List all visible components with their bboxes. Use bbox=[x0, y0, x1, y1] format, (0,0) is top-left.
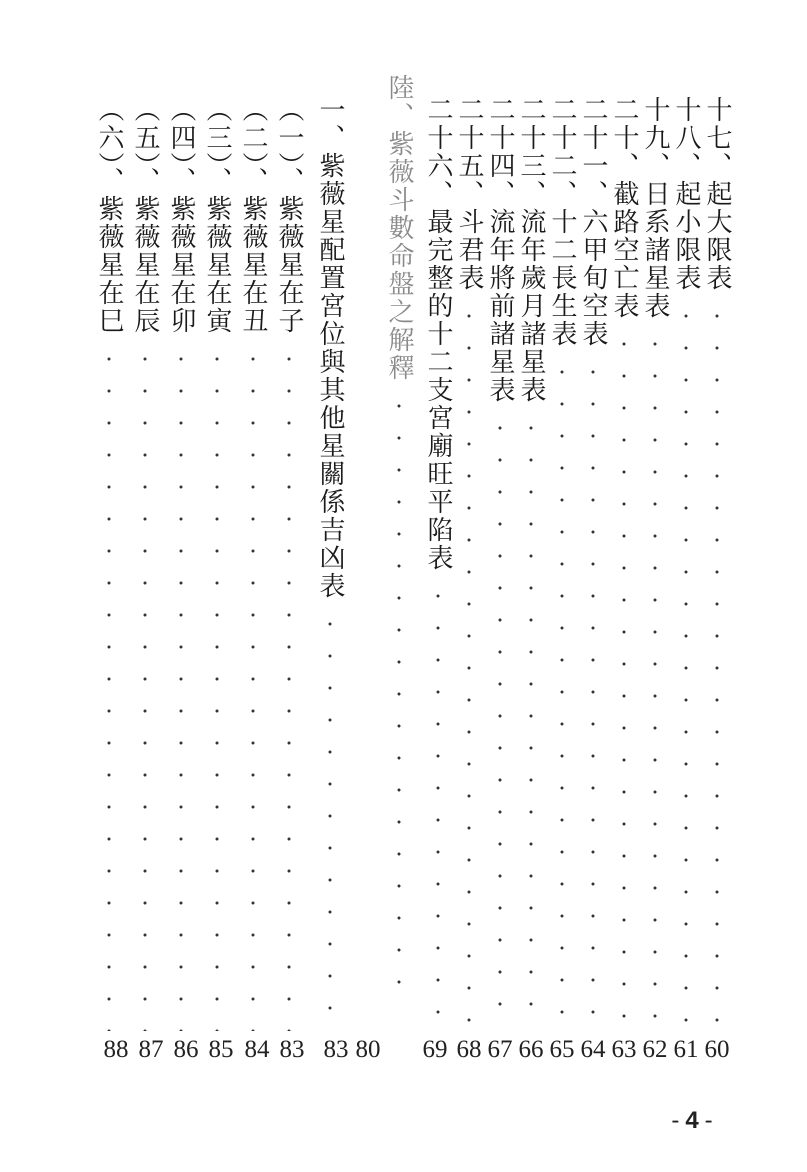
toc-column-chen bbox=[129, 96, 161, 1031]
page-number: 61 bbox=[673, 1036, 699, 1063]
toc-entry-title: （五）、紫薇星在辰 bbox=[130, 96, 160, 335]
toc-entry-title: （一）、紫薇星在子 bbox=[274, 96, 304, 335]
dot-leader bbox=[287, 343, 291, 1031]
page-number: 88 bbox=[103, 1036, 129, 1063]
page-number: 83 bbox=[323, 1036, 349, 1063]
page-number: 84 bbox=[244, 1036, 270, 1063]
toc-column-18 bbox=[670, 96, 702, 1031]
toc-column-sub-1 bbox=[314, 96, 346, 1031]
toc-column-yin bbox=[201, 96, 233, 1031]
toc-column-25 bbox=[453, 96, 485, 1031]
toc-section-heading bbox=[383, 74, 415, 1009]
dot-leader bbox=[328, 608, 332, 1031]
toc-entry-title: 十九、日系諸星表 bbox=[640, 96, 670, 320]
page-number: 66 bbox=[518, 1036, 544, 1063]
dot-leader bbox=[529, 412, 533, 1031]
toc-column-chou bbox=[237, 96, 269, 1031]
toc-column-17 bbox=[701, 96, 733, 1031]
toc-entry-title: 二十四、流年將前諸星表 bbox=[485, 96, 515, 404]
folio-dash-right: - bbox=[704, 1107, 713, 1134]
toc-entry-title: 十七、起大限表 bbox=[702, 96, 732, 292]
toc-entry-title: 一、紫薇星配置宮位與其他星關係吉凶表 bbox=[315, 96, 345, 600]
toc-entry-title: 二十六、最完整的十二支宮廟旺平陷表 bbox=[423, 96, 453, 572]
page-number: 83 bbox=[279, 1036, 305, 1063]
toc-entry-title: 二十一、六甲旬空表 bbox=[578, 96, 608, 348]
toc-entry-title: 二十二、十二長生表 bbox=[547, 96, 577, 348]
page-number: 63 bbox=[611, 1036, 637, 1063]
page-number: 68 bbox=[456, 1036, 482, 1063]
page-number: 62 bbox=[642, 1036, 668, 1063]
page-number: 86 bbox=[173, 1036, 199, 1063]
page-number: 69 bbox=[422, 1036, 448, 1063]
toc-column-23 bbox=[515, 96, 547, 1031]
toc-entry-title: （三）、紫薇星在寅 bbox=[202, 96, 232, 335]
page-number: 87 bbox=[138, 1036, 164, 1063]
toc-entry-title: 十八、起小限表 bbox=[671, 96, 701, 292]
dot-leader bbox=[498, 412, 502, 1031]
toc-entry-title: （六）、紫薇星在巳 bbox=[94, 96, 124, 335]
toc-entry-title: 二十三、流年歲月諸星表 bbox=[516, 96, 546, 404]
dot-leader bbox=[622, 328, 626, 1031]
section-heading-title: 陸、紫薇斗數命盤之解釋 bbox=[384, 74, 414, 382]
toc-entry-title: 二十、截路空亡表 bbox=[609, 96, 639, 320]
page-number: 67 bbox=[487, 1036, 513, 1063]
toc-entry-title: （四）、紫薇星在卯 bbox=[166, 96, 196, 335]
toc-column-21 bbox=[577, 96, 609, 1031]
dot-leader bbox=[215, 343, 219, 1031]
dot-leader bbox=[591, 356, 595, 1031]
toc-column-zi bbox=[273, 96, 305, 1031]
toc-entry-title: 二十五、斗君表 bbox=[454, 96, 484, 292]
toc-column-si bbox=[93, 96, 125, 1031]
folio-number: 4 bbox=[685, 1107, 699, 1134]
toc-column-20 bbox=[608, 96, 640, 1031]
folio-dash-left: - bbox=[671, 1107, 680, 1134]
dot-leader bbox=[715, 300, 719, 1031]
page-number: 60 bbox=[704, 1036, 730, 1063]
dot-leader bbox=[397, 390, 401, 1009]
dot-leader bbox=[653, 328, 657, 1031]
page-number: 85 bbox=[208, 1036, 234, 1063]
page-number: 65 bbox=[549, 1036, 575, 1063]
toc-column-mao bbox=[165, 96, 197, 1031]
toc-entry-title: （二）、紫薇星在丑 bbox=[238, 96, 268, 335]
dot-leader bbox=[684, 300, 688, 1031]
toc-column-22 bbox=[546, 96, 578, 1031]
dot-leader bbox=[560, 356, 564, 1031]
page-number: 80 bbox=[355, 1036, 381, 1063]
toc-column-24 bbox=[484, 96, 516, 1031]
page-number: 64 bbox=[580, 1036, 606, 1063]
dot-leader bbox=[251, 343, 255, 1031]
dot-leader bbox=[436, 580, 440, 1031]
folio bbox=[662, 1107, 722, 1135]
dot-leader bbox=[467, 300, 471, 1031]
dot-leader bbox=[143, 343, 147, 1031]
dot-leader bbox=[179, 343, 183, 1031]
toc-column-19 bbox=[639, 96, 671, 1031]
toc-column-26 bbox=[422, 96, 454, 1031]
dot-leader bbox=[107, 343, 111, 1031]
